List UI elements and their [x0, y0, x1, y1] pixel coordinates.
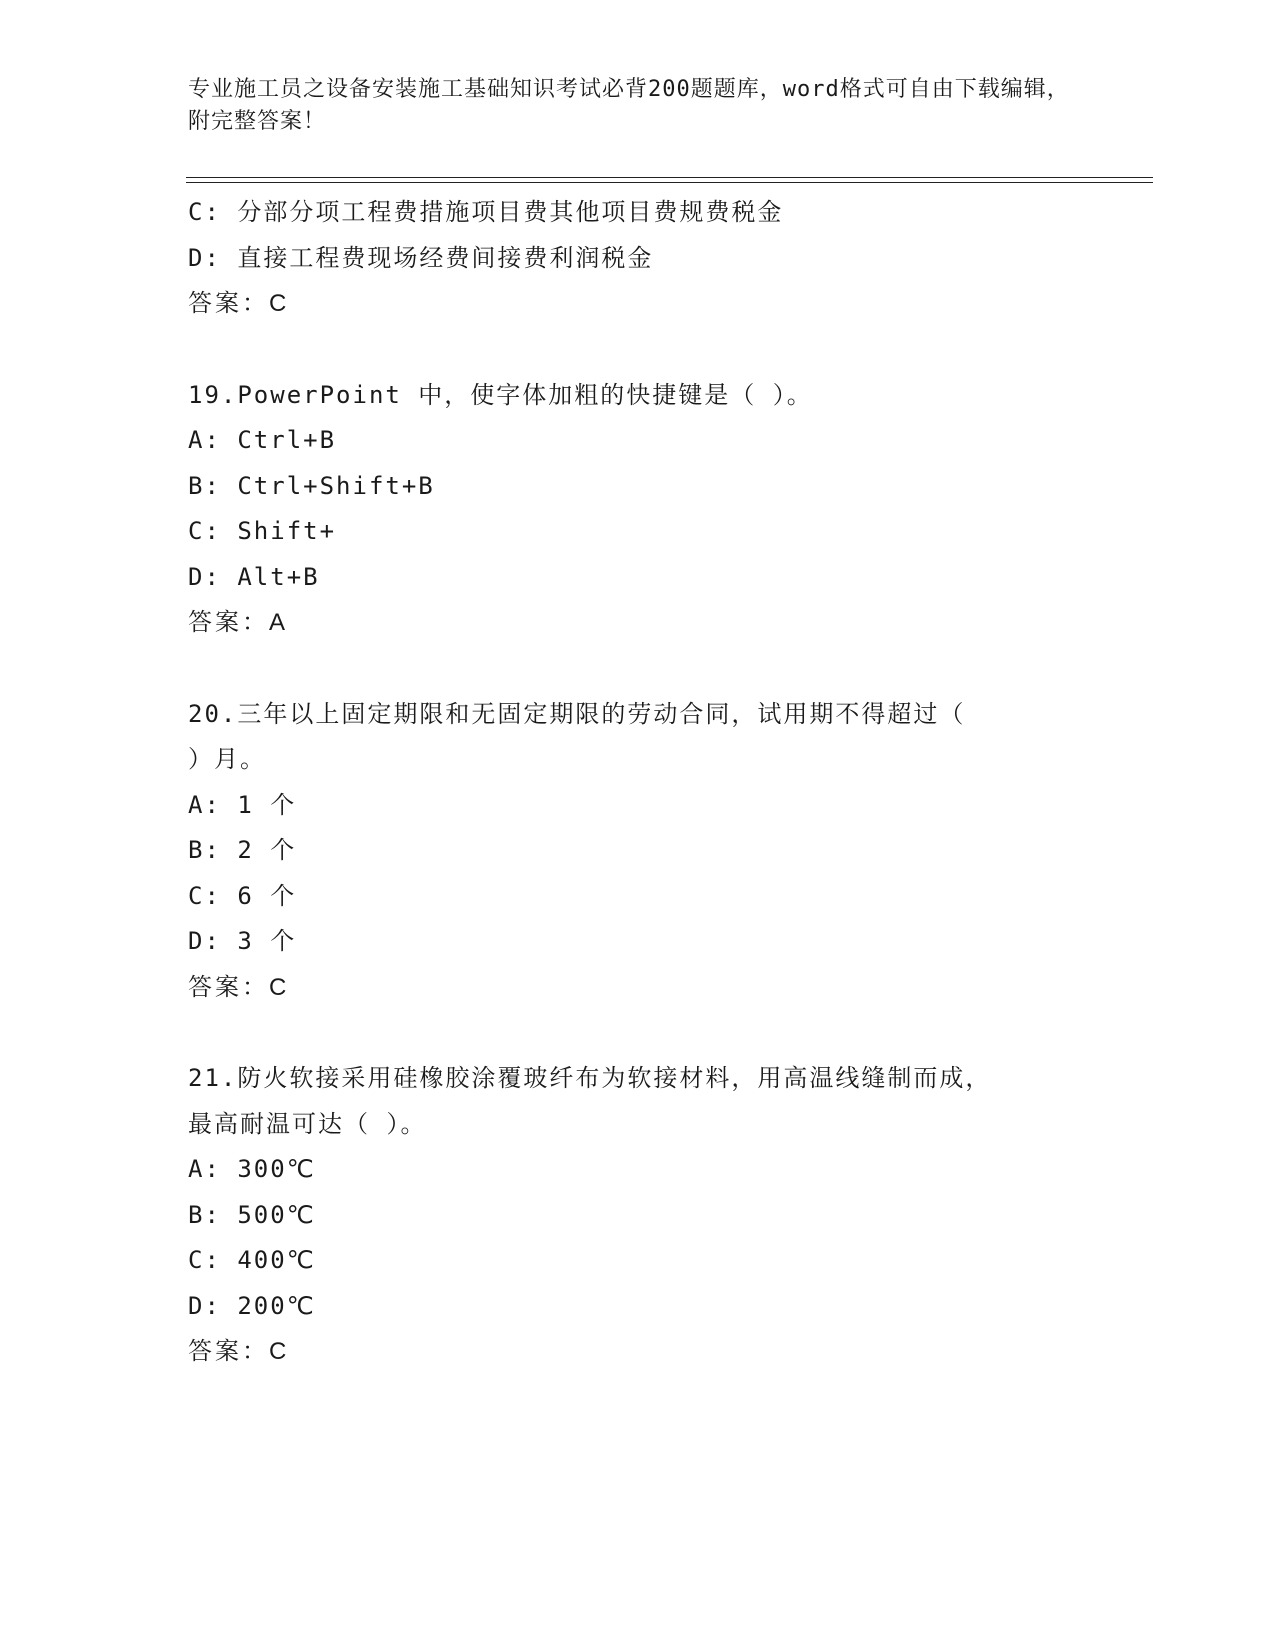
option-b: B: 500℃: [188, 1200, 316, 1229]
question-block-21: [188, 1056, 1068, 1375]
question-stem-line-1: 20.三年以上固定期限和无固定期限的劳动合同，试用期不得超过（: [188, 699, 966, 728]
document-header-title: 专业施工员之设备安装施工基础知识考试必背200题题库，word格式可自由下载编辑，附完整答案！: [188, 77, 1070, 134]
option-c: C: 6 个: [188, 881, 297, 910]
option-c: C: 400℃: [188, 1246, 316, 1274]
option-c: C: 分部分项工程费措施项目费其他项目费规费税金: [188, 198, 784, 226]
header-divider-bottom: [186, 182, 1153, 183]
question-block-prev: [188, 190, 1068, 327]
question-block-20: [188, 692, 1068, 1011]
option-a: A: 1 个: [188, 790, 297, 819]
question-stem-line-1: 21.防火软接采用硅橡胶涂覆玻纤布为软接材料，用高温线缝制而成，: [188, 1064, 992, 1092]
option-b: B: Ctrl+Shift+B: [188, 471, 435, 500]
option-a: A: 300℃: [188, 1155, 316, 1183]
question-list: [188, 190, 1068, 1375]
answer-line: 答案：A: [188, 609, 289, 636]
question-stem-line-2: ）月。: [188, 745, 266, 773]
question-stem-line-2: 最高耐温可达（ ）。: [188, 1109, 427, 1138]
answer-line: 答案：C: [188, 290, 290, 317]
option-b: B: 2 个: [188, 836, 297, 864]
option-c: C: Shift+: [188, 517, 337, 545]
option-d: D: 3 个: [188, 927, 297, 955]
header-divider-top: [186, 177, 1153, 178]
question-block-19: [188, 373, 1068, 646]
option-d: D: Alt+B: [188, 562, 320, 591]
question-stem: 19.PowerPoint 中，使字体加粗的快捷键是（ ）。: [188, 380, 813, 409]
option-d: D: 200℃: [188, 1291, 316, 1320]
answer-line: 答案：C: [188, 973, 290, 1001]
option-d: D: 直接工程费现场经费间接费利润税金: [188, 243, 654, 272]
answer-line: 答案：C: [188, 1338, 290, 1365]
option-a: A: Ctrl+B: [188, 426, 337, 454]
